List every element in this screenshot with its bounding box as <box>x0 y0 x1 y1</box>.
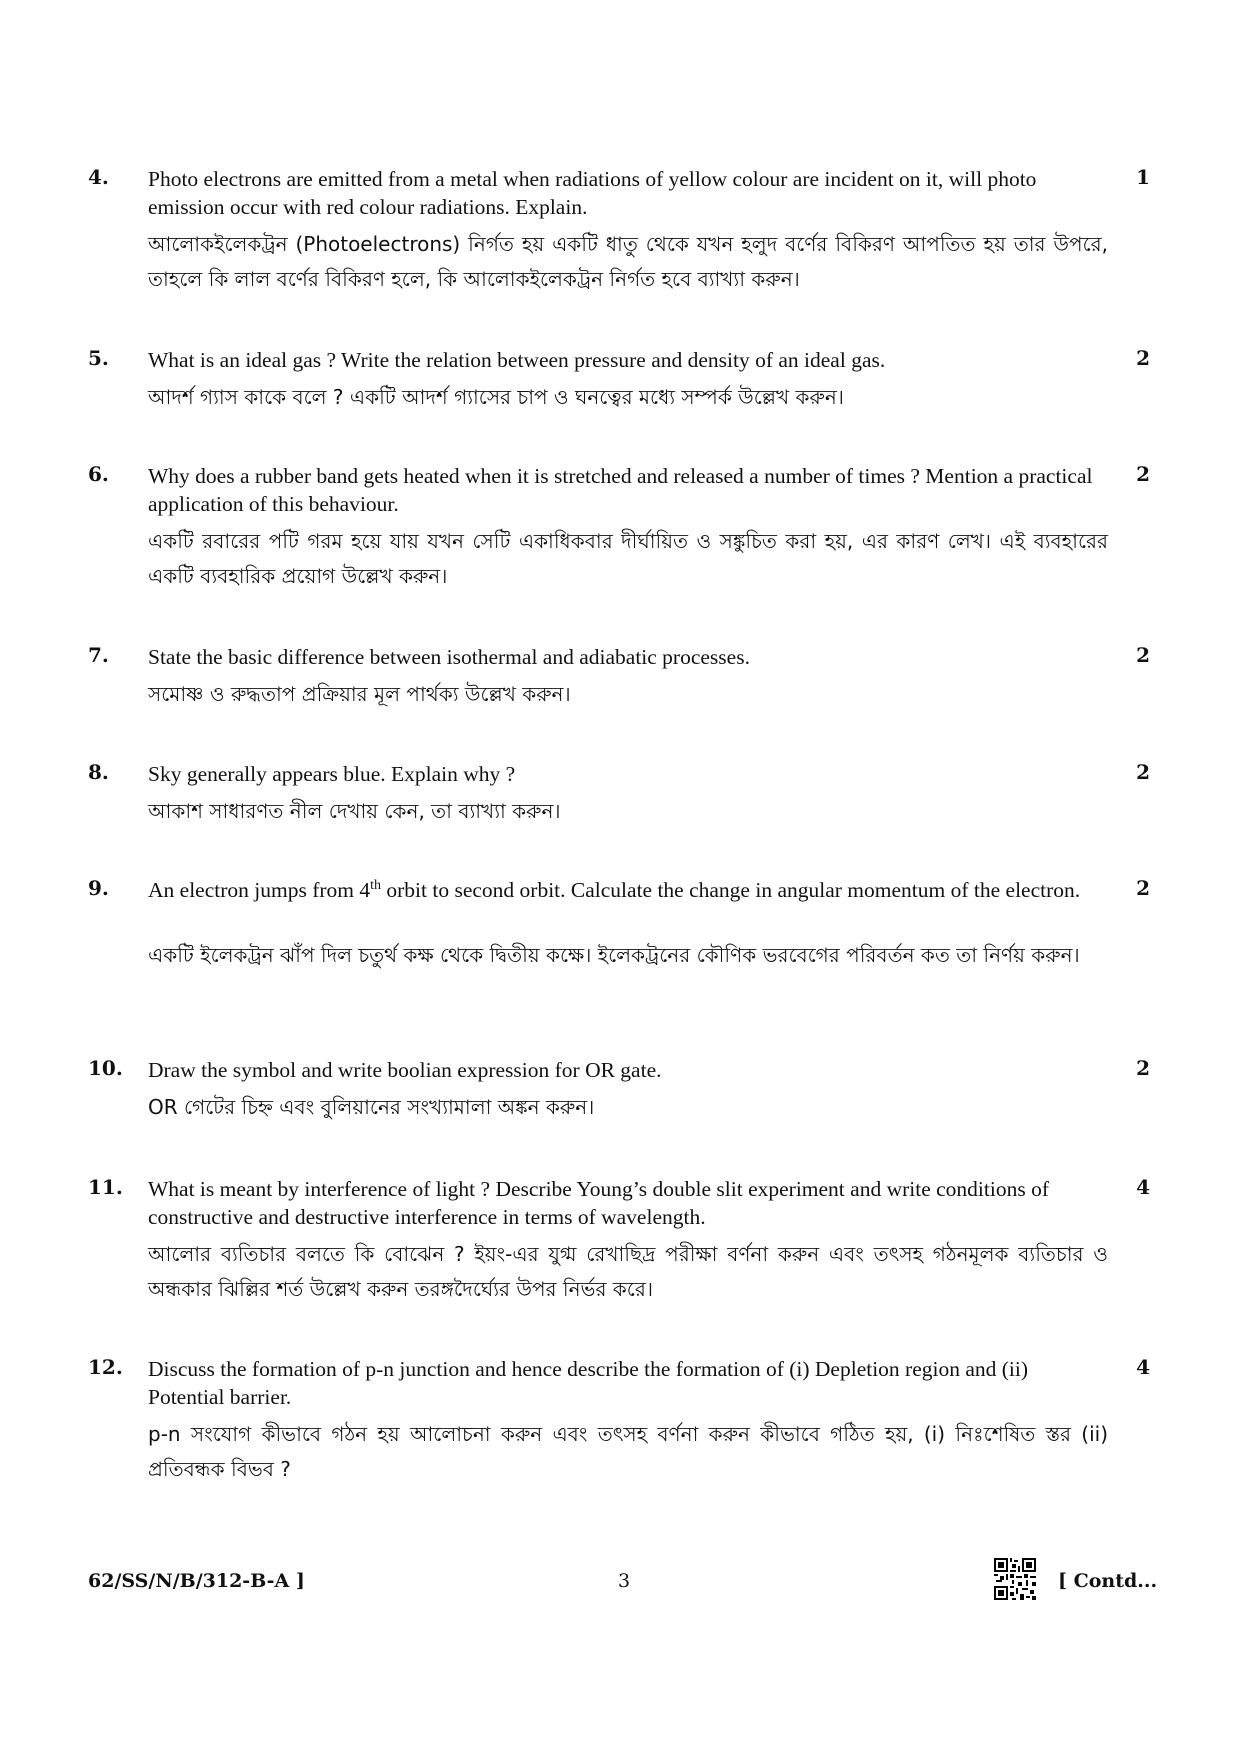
question-text-bengali: p-n সংযোগ কীভাবে গঠন হয় আলোচনা করুন এবং তৎসহ বর্ণনা করুন কীভাবে গঠিত হয়, (i) নিঃশেষিত স্তর (ii) প্রতিবন্ধক বিভব ? <box>148 1422 1108 1481</box>
question-number: 7. <box>88 643 109 667</box>
question-text-english: State the basic difference between isothermal and adiabatic processes. <box>148 645 750 669</box>
question-number: 8. <box>88 760 109 784</box>
question-text-english <box>148 876 1108 904</box>
question-text-english: Draw the symbol and write boolian expression for OR gate. <box>148 1058 662 1082</box>
qr-code-icon <box>994 1558 1036 1600</box>
page-number: 3 <box>618 1570 631 1592</box>
question-number: 12. <box>88 1355 123 1379</box>
question-text-bengali: OR গেটের চিহ্ন এবং বুলিয়ানের সংখ্যামালা অঙ্কন করুন। <box>148 1095 595 1119</box>
question-text-bengali: একটি ইলেকট্রন ঝাঁপ দিল চতুর্থ কক্ষ থেকে দ্বিতীয় কক্ষে। ইলেকট্রনের কৌণিক ভরবেগের পরিবর্তন কত তা নির্ণয় করুন। <box>148 943 1080 967</box>
superscript: th <box>370 877 382 893</box>
question-marks: 2 <box>1136 462 1150 486</box>
question-text-english: Photo electrons are emitted from a metal when radiations of yellow colour are incident on it, will photo emission occur with red colour radiations. Explain. <box>148 167 1037 219</box>
question-text-english: What is an ideal gas ? Write the relation between pressure and density of an ideal gas. <box>148 348 886 372</box>
question-marks: 4 <box>1136 1355 1150 1379</box>
question-text-bengali: একটি রবারের পটি গরম হয়ে যায় যখন সেটি একাধিকবার দীর্ঘায়িত ও সঙ্কুচিত করা হয়, এর কারণ লেখ। এই ব্যবহারের একটি ব্যবহারিক প্রয়োগ উল্লেখ করুন। <box>148 529 1108 588</box>
question-text-english: What is meant by interference of light ? Describe Young’s double slit experiment and write conditions of constructive and destructive interference in terms of wavelength. <box>148 1177 1049 1229</box>
question-number: 5. <box>88 346 109 370</box>
question-number: 9. <box>88 876 109 900</box>
question-number: 6. <box>88 462 109 486</box>
question-marks: 2 <box>1136 346 1150 370</box>
question-text-english: Discuss the formation of p-n junction and hence describe the formation of (i) Depletion region and (ii) Potential barrier. <box>148 1357 1029 1409</box>
question-marks: 4 <box>1136 1175 1150 1199</box>
question-text-bengali: আলোকইলেকট্রন (Photoelectrons) নির্গত হয় একটি ধাতু থেকে যখন হলুদ বর্ণের বিকিরণ আপতিত হয় তার উপরে, তাহলে কি লাল বর্ণের বিকিরণ হলে, কি আলোকইলেকট্রন নির্গত হবে ব্যাখ্যা করুন। <box>148 232 1108 291</box>
question-marks: 2 <box>1136 1056 1150 1080</box>
question-marks: 2 <box>1136 760 1150 784</box>
question-text-english: Sky generally appears blue. Explain why ? <box>148 762 516 786</box>
question-marks: 2 <box>1136 643 1150 667</box>
question-text-bengali: আলোর ব্যতিচার বলতে কি বোঝেন ? ইয়ং-এর যুগ্ম রেখাছিদ্র পরীক্ষা বর্ণনা করুন এবং তৎসহ গঠনমূলক ব্যতিচার ও অন্ধকার ঝিল্লির শর্ত উল্লেখ করুন তরঙ্গদৈর্ঘ্যের উপর নির্ভর করে। <box>148 1242 1108 1301</box>
question-text-bengali: আদর্শ গ্যাস কাকে বলে ? একটি আদর্শ গ্যাসের চাপ ও ঘনত্বের মধ্যে সম্পর্ক উল্লেখ করুন। <box>148 385 844 409</box>
question-text-english: Why does a rubber band gets heated when it is stretched and released a number of times ? Mention a practical application of this behaviour. <box>148 464 1093 516</box>
question-number: 4. <box>88 165 109 189</box>
question-text-bengali: সমোষ্ণ ও রুদ্ধতাপ প্রক্রিয়ার মূল পার্থক্য উল্লেখ করুন। <box>148 682 571 706</box>
question-number: 11. <box>88 1175 123 1199</box>
question-text-bengali: আকাশ সাধারণত নীল দেখায় কেন, তা ব্যাখ্যা করুন। <box>148 799 561 823</box>
question-marks: 1 <box>1136 165 1150 189</box>
question-text-part: An electron jumps from 4 <box>148 878 371 902</box>
question-number: 10. <box>88 1056 123 1080</box>
question-text-part: orbit to second orbit. Calculate the change in angular momentum of the electron. <box>381 878 1081 902</box>
question-marks: 2 <box>1136 876 1150 900</box>
continued-label: [ Contd... <box>1058 1570 1158 1592</box>
paper-code: 62/SS/N/B/312-B-A ] <box>88 1570 305 1592</box>
page-footer <box>88 1558 1168 1618</box>
